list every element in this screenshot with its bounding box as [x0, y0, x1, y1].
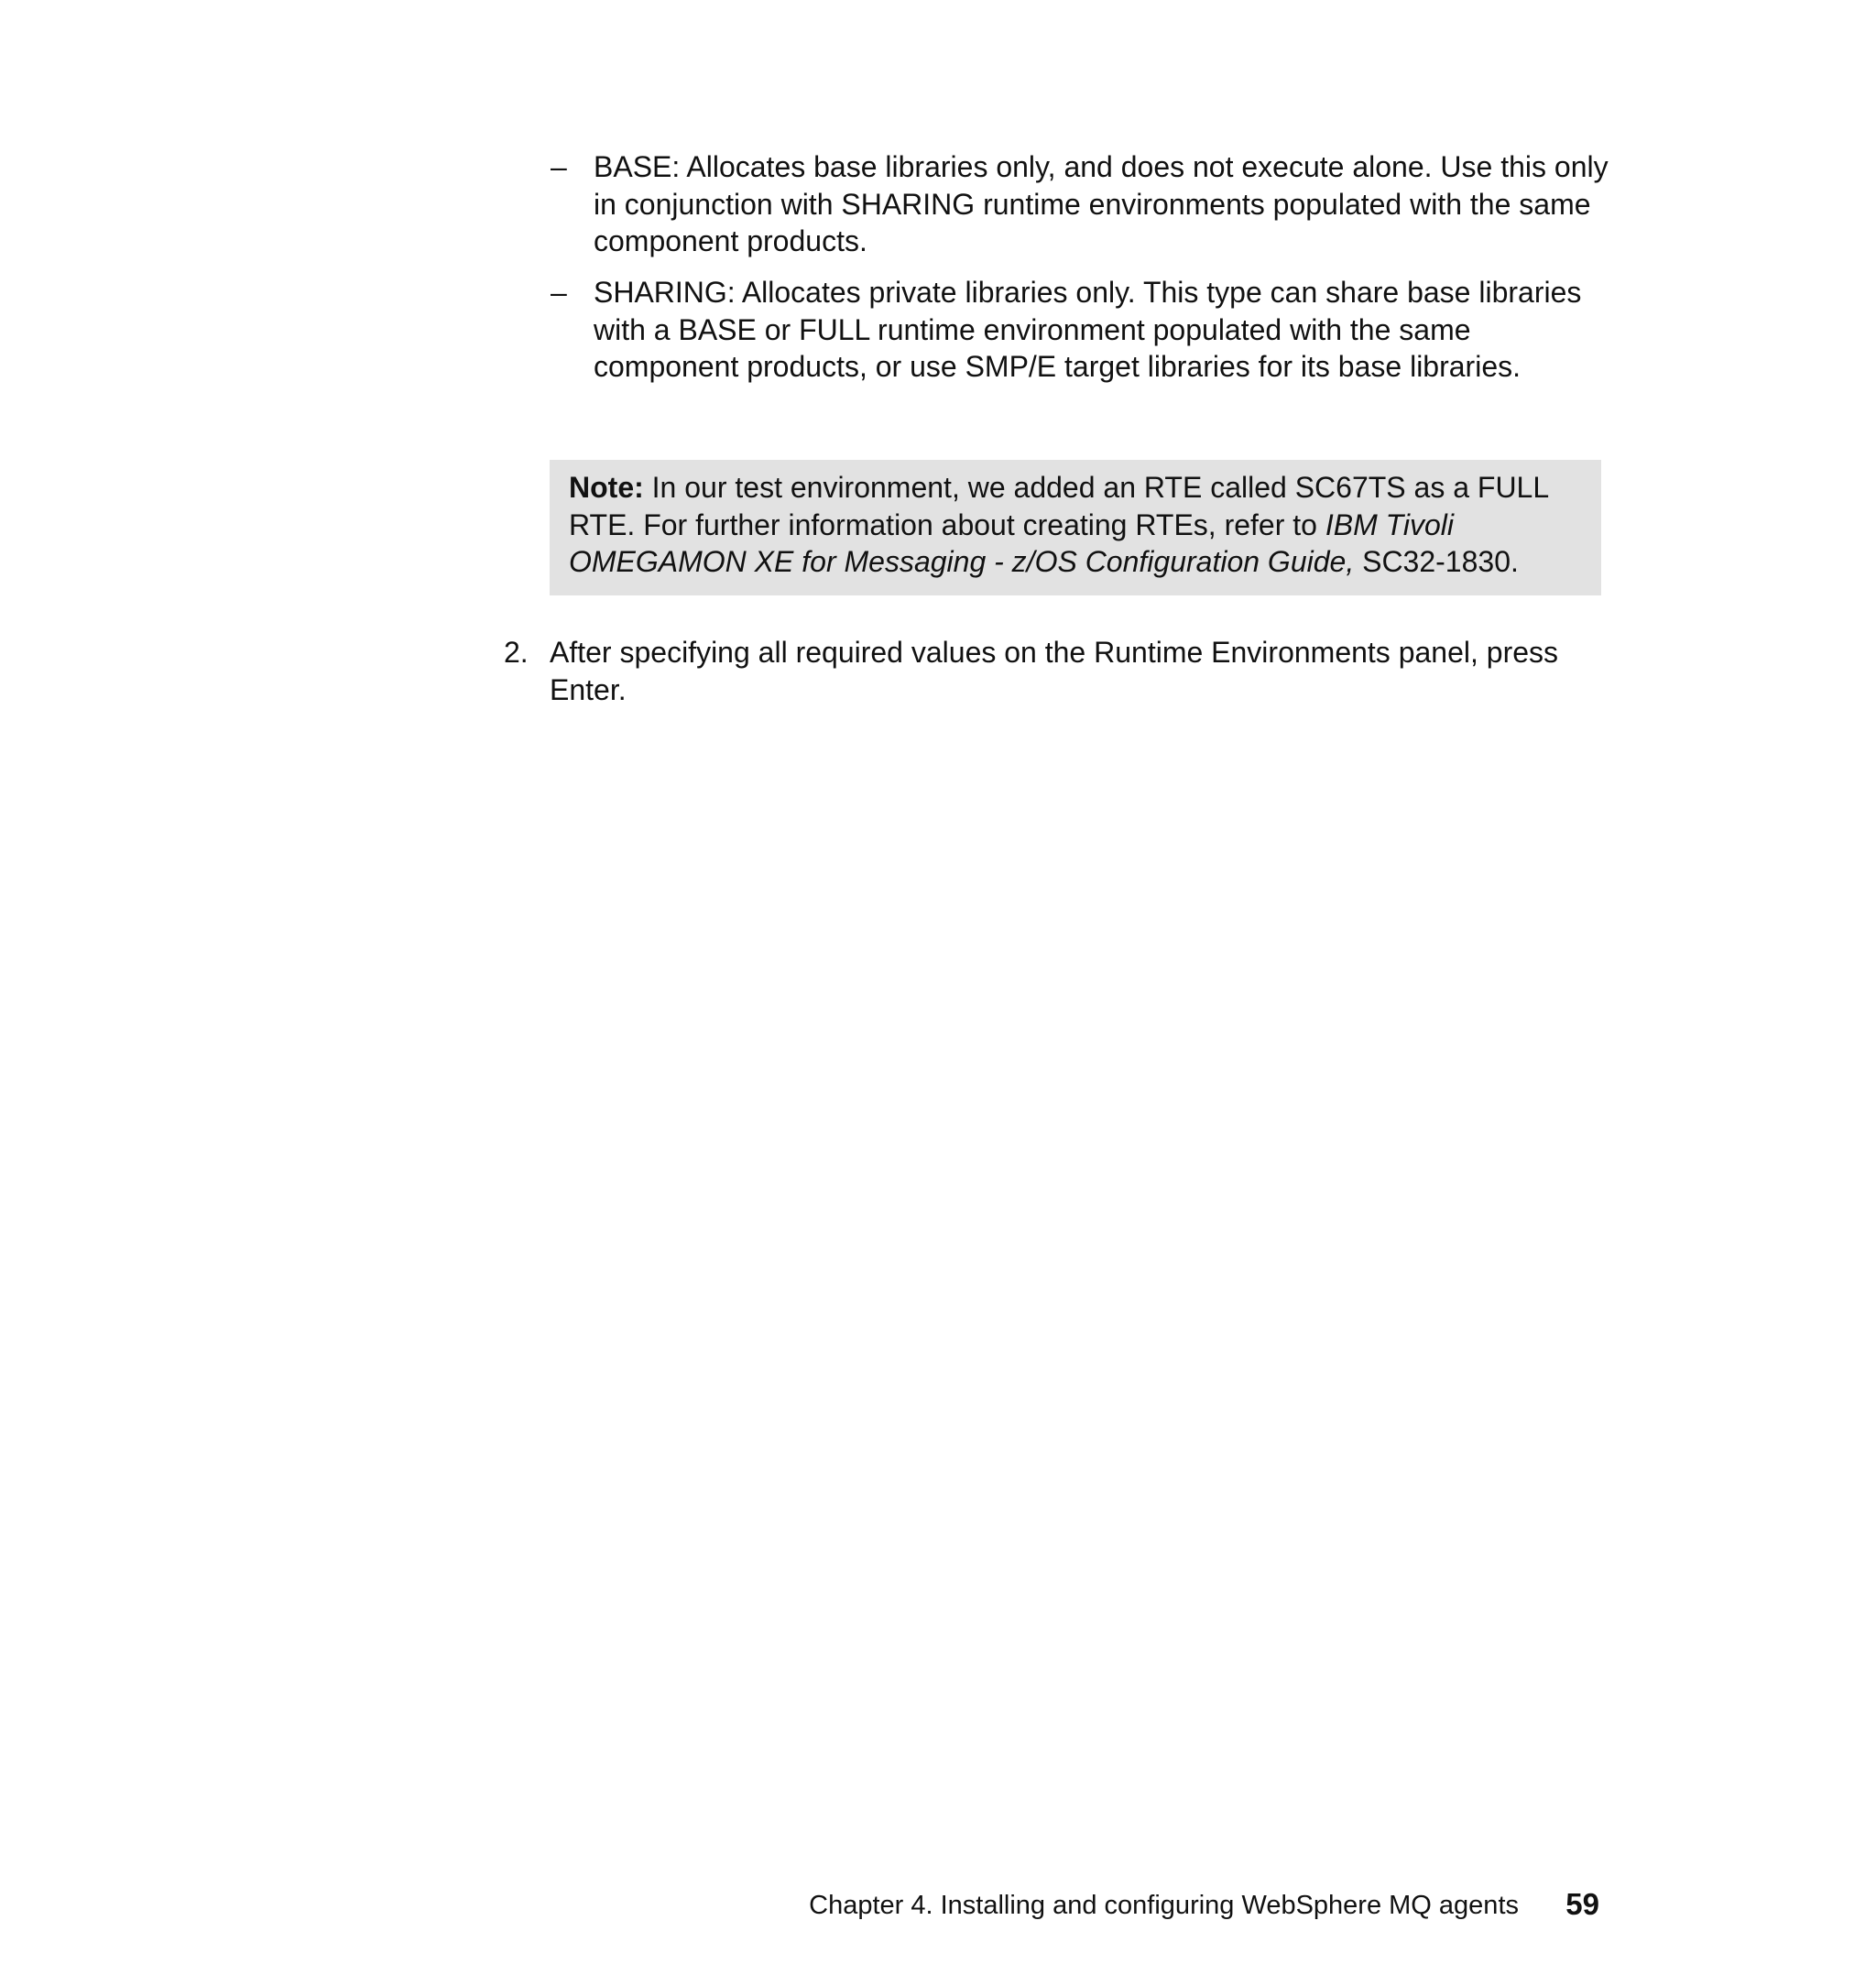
list-dash-marker: – — [551, 150, 567, 183]
list-item-base: BASE: Allocates base libraries only, and does not execute alone. Use this only in conjunction with SHARING runtime environments populated with the same component products. — [594, 150, 1609, 257]
note-box — [550, 460, 1601, 595]
footer-chapter-title: Chapter 4. Installing and configuring WebSphere MQ agents — [809, 1891, 1519, 1920]
note-text — [569, 469, 1590, 581]
step-number: 2. — [504, 636, 529, 669]
note-label: Note: — [569, 471, 644, 504]
note-doc-number: SC32-1830. — [1354, 545, 1519, 578]
note-body: In our test environment, we added an RTE called SC67TS as a FULL RTE. For further information about creating RTEs, refer to — [569, 471, 1548, 541]
footer-page-number: 59 — [1565, 1887, 1599, 1921]
list-item-sharing: SHARING: Allocates private libraries only. This type can share base libraries with a BASE or FULL runtime environment populated with the same component products, or use SMP/E target libraries for its base libraries. — [594, 276, 1582, 383]
step-text: After specifying all required values on the Runtime Environments panel, press Enter. — [550, 636, 1559, 706]
list-dash-marker: – — [551, 276, 567, 309]
note-guide-title: IBM Tivoli OMEGAMON XE for Messaging - z/OS Configuration Guide, — [569, 507, 1454, 578]
